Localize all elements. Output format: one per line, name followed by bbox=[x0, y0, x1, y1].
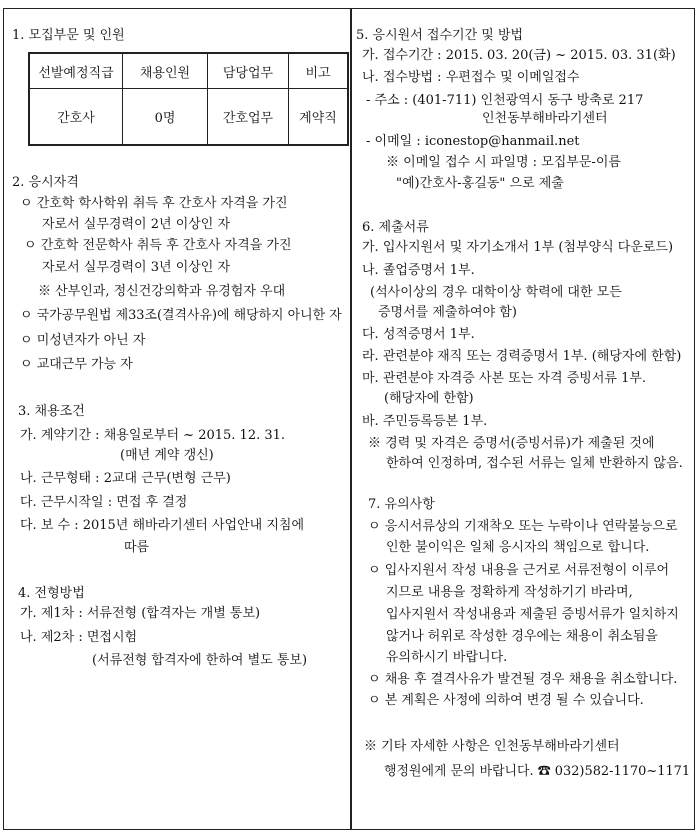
table-cell: 간호사 bbox=[29, 89, 123, 146]
document-item: 증명서를 제출하여야 함) bbox=[378, 305, 517, 320]
table-header-cell: 비고 bbox=[289, 53, 349, 89]
qualification-item: ㅇ 국가공무원법 제33조(결격사유)에 해당하지 아니한 자 bbox=[20, 308, 342, 323]
document-item: 나. 졸업증명서 1부. bbox=[362, 263, 475, 278]
application-note: ※ 이메일 접수 시 파일명 : 모집부문-이름 bbox=[386, 155, 621, 170]
contact-phone: 행정원에게 문의 바랍니다. ☎ 032)582-1170~1171 bbox=[384, 764, 691, 779]
qualification-item: ㅇ 교대근무 가능 자 bbox=[20, 357, 133, 372]
condition-item: 나. 근무형태 : 2교대 근무(변형 근무) bbox=[20, 471, 231, 486]
notice-item: 않거나 허위로 작성한 경우에는 채용이 취소됨을 bbox=[386, 629, 658, 644]
contact-note: ※ 기타 자세한 사항은 인천동부해바라기센터 bbox=[364, 739, 620, 754]
qualification-item: 자로서 실무경력이 2년 이상인 자 bbox=[42, 217, 231, 232]
notice-item: 인한 불이익은 일체 응시자의 책임으로 합니다. bbox=[386, 540, 650, 555]
section-6-title: 6. 제출서류 bbox=[362, 220, 429, 235]
table-header-row bbox=[29, 53, 348, 89]
application-address: 인천동부해바라기센터 bbox=[482, 111, 608, 126]
document-note: 한하여 인정하며, 접수된 서류는 일체 반환하지 않음. bbox=[386, 456, 683, 471]
recruitment-table bbox=[28, 52, 349, 146]
document-item: (해당자에 한함) bbox=[384, 391, 474, 406]
document-item: 라. 관련분야 재직 또는 경력증명서 1부. (해당자에 한함) bbox=[362, 349, 682, 364]
condition-item: 다. 보 수 : 2015년 해바라기센터 사업안내 지침에 bbox=[20, 518, 305, 533]
notice-item: 유의하시기 바랍니다. bbox=[386, 650, 508, 665]
section-5-title: 5. 응시원서 접수기간 및 방법 bbox=[356, 28, 524, 43]
application-address: - 주소 : (401-711) 인천광역시 동구 방축로 217 bbox=[366, 93, 644, 108]
section-1-title: 1. 모집부문 및 인원 bbox=[12, 28, 125, 43]
qualification-item: ㅇ 미성년자가 아닌 자 bbox=[20, 333, 146, 348]
application-item: 가. 접수기간 : 2015. 03. 20(금) ~ 2015. 03. 31(화) bbox=[362, 48, 676, 63]
table-header-cell: 선발예정직급 bbox=[29, 53, 123, 89]
selection-item: 가. 제1차 : 서류전형 (합격자는 개별 통보) bbox=[20, 606, 261, 621]
qualification-note: ※ 산부인과, 정신건강의학과 유경험자 우대 bbox=[38, 284, 286, 299]
table-cell: 0명 bbox=[123, 89, 208, 146]
qualification-item: ㅇ 간호학 학사학위 취득 후 간호사 자격을 가진 bbox=[20, 196, 288, 211]
qualification-item: 자로서 실무경력이 3년 이상인 자 bbox=[42, 260, 231, 275]
section-4-title: 4. 전형방법 bbox=[18, 586, 85, 601]
document-item: 다. 성적증명서 1부. bbox=[362, 327, 475, 342]
table-row bbox=[29, 89, 348, 146]
column-divider bbox=[350, 9, 352, 829]
document-item: 가. 입사지원서 및 자기소개서 1부 (첨부양식 다운로드) bbox=[362, 240, 674, 255]
selection-item: 나. 제2차 : 면접시험 bbox=[20, 630, 138, 645]
selection-item: (서류전형 합격자에 한하여 별도 통보) bbox=[92, 653, 308, 668]
document-item: 마. 관련분야 자격증 사본 또는 자격 증빙서류 1부. bbox=[362, 371, 647, 386]
application-item: 나. 접수방법 : 우편접수 및 이메일접수 bbox=[362, 70, 580, 85]
condition-item: 따름 bbox=[124, 540, 150, 555]
notice-item: ㅇ 입사지원서 작성 내용을 근거로 서류전형이 이루어 bbox=[368, 563, 670, 578]
document-item: 바. 주민등록등본 1부. bbox=[362, 414, 488, 429]
section-7-title: 7. 유의사항 bbox=[368, 497, 435, 512]
condition-item: 가. 계약기간 : 채용일로부터 ~ 2015. 12. 31. bbox=[20, 428, 286, 443]
table-cell: 계약직 bbox=[289, 89, 349, 146]
document-item: (석사이상의 경우 대학이상 학력에 대한 모든 bbox=[370, 285, 622, 300]
notice-item: ㅇ 응시서류상의 기재착오 또는 누락이나 연락불능으로 bbox=[368, 519, 678, 534]
document-note: ※ 경력 및 자격은 증명서(증빙서류)가 제출된 것에 bbox=[368, 436, 655, 451]
notice-item: 지므로 내용을 정확하게 작성하기기 바라며, bbox=[386, 585, 633, 600]
notice-item: 입사지원서 작성내용과 제출된 증빙서류가 일치하지 bbox=[386, 607, 679, 622]
table-header-cell: 채용인원 bbox=[123, 53, 208, 89]
condition-item: 다. 근무시작일 : 면접 후 결정 bbox=[20, 495, 188, 510]
application-note: "예)간호사-홍길동" 으로 제출 bbox=[396, 176, 564, 191]
notice-item: ㅇ 채용 후 결격사유가 발견될 경우 채용을 취소합니다. bbox=[368, 672, 678, 687]
section-3-title: 3. 채용조건 bbox=[18, 404, 85, 419]
notice-item: ㅇ 본 계획은 사정에 의하여 변경 될 수 있습니다. bbox=[368, 693, 644, 708]
table-header-cell: 담당업무 bbox=[208, 53, 289, 89]
qualification-item: ㅇ 간호학 전문학사 취득 후 간호사 자격을 가진 bbox=[24, 238, 292, 253]
table-cell: 간호업무 bbox=[208, 89, 289, 146]
section-2-title: 2. 응시자격 bbox=[12, 175, 79, 190]
application-email: - 이메일 : iconestop@hanmail.net bbox=[366, 134, 580, 149]
condition-item: (매년 계약 갱신) bbox=[120, 448, 214, 463]
